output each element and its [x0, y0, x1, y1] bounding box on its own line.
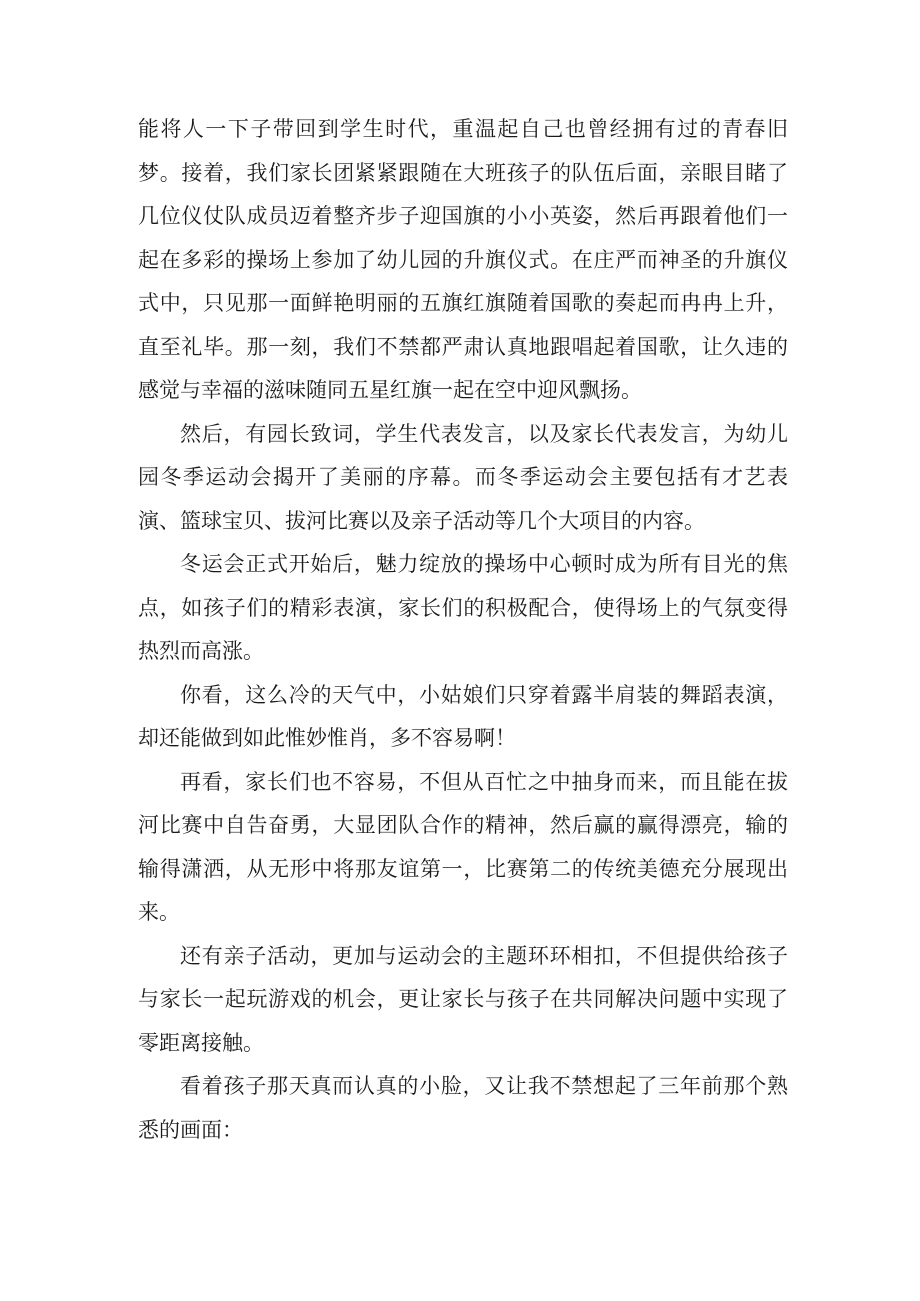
document-body [138, 108, 788, 1152]
paragraph-6: 还有亲子活动，更加与运动会的主题环环相扣，不但提供给孩子与家长一起玩游戏的机会，更让家长与孩子在共同解决问题中实现了零距离接触。 [138, 943, 788, 1055]
paragraph-5: 再看，家长们也不容易，不但从百忙之中抽身而来，而且能在拔河比赛中自告奋勇，大显团队合作的精神，然后赢的赢得漂亮，输的输得潇洒，从无形中将那友谊第一，比赛第二的传统美德充分展现出来。 [138, 769, 788, 924]
paragraph-2: 然后，有园长致词，学生代表发言，以及家长代表发言，为幼儿园冬季运动会揭开了美丽的序幕。而冬季运动会主要包括有才艺表演、篮球宝贝、拔河比赛以及亲子活动等几个大项目的内容。 [138, 421, 788, 533]
paragraph-4: 你看，这么冷的天气中，小姑娘们只穿着露半肩装的舞蹈表演，却还能做到如此惟妙惟肖，多不容易啊！ [138, 682, 788, 750]
paragraph-3: 冬运会正式开始后，魅力绽放的操场中心顿时成为所有目光的焦点，如孩子们的精彩表演，家长们的积极配合，使得场上的气氛变得热烈而高涨。 [138, 552, 788, 663]
paragraph-1: 能将人一下子带回到学生时代，重温起自己也曾经拥有过的青春旧梦。接着，我们家长团紧紧跟随在大班孩子的队伍后面，亲眼目睹了几位仪仗队成员迈着整齐步子迎国旗的小小英姿，然后再跟着他们一起在多彩的操场上参加了幼儿园的升旗仪式。在庄严而神圣的升旗仪式中，只见那一面鲜艳明丽的五旗红旗随着国歌的奏起而冉冉上升，直至礼毕。那一刻，我们不禁都严肃认真地跟唱起着国歌，让久违的感觉与幸福的滋味随同五星红旗一起在空中迎风飘扬。 [138, 117, 788, 402]
paragraph-7: 看着孩子那天真而认真的小脸，又让我不禁想起了三年前那个熟悉的画面： [138, 1074, 788, 1142]
